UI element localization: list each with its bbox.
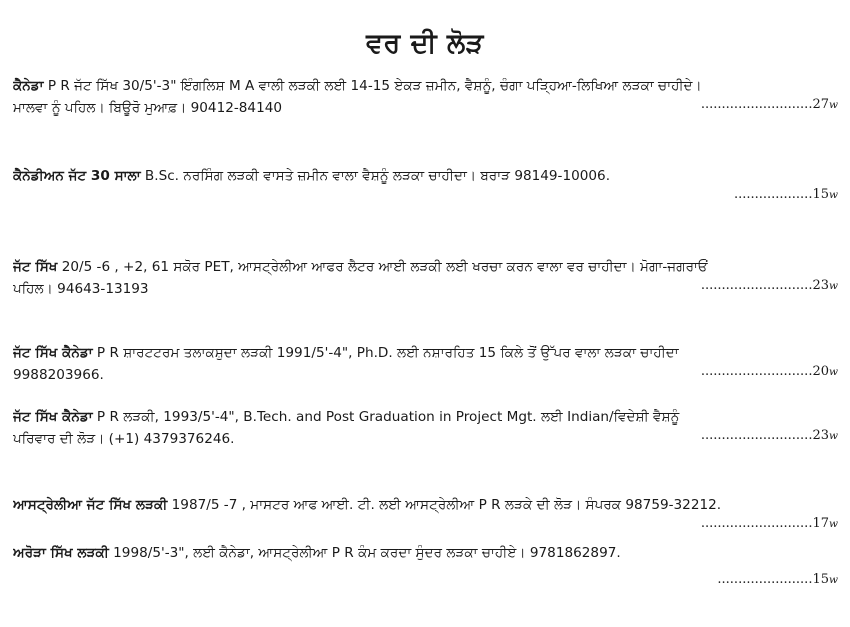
ad-lead: ਕੈਨੇਡੀਅਨ ਜੱਟ 30 ਸਾਲਾ: [13, 168, 141, 184]
classified-ad: [13, 165, 838, 203]
ad-line-2: 9988203966.: [13, 367, 104, 383]
page-title: ਵਰ ਦੀ ਲੋੜ: [366, 28, 484, 59]
ad-text: P R ਲੜਕੀ, 1993/5'-4", B.Tech. and Post Graduation in Project Mgt. ਲਈ Indian/ਵਿਦੇਸ਼ੀ ਵੈਸ਼ਨੂੰ: [92, 409, 680, 425]
ad-line-1: [13, 256, 838, 278]
classified-ad: [13, 406, 838, 466]
classified-ad: [13, 494, 838, 532]
ad-code: 15: [812, 572, 829, 587]
ad-text: 1998/5'-3", ਲਈ ਕੈਨੇਡਾ, ਆਸਟ੍ਰੇਲੀਆ P R ਕੰਮ ਕਰਦਾ ਸੁੰਦਰ ਲੜਕਾ ਚਾਹੀਏ। 9781862897.: [108, 545, 621, 561]
ad-code: 15: [812, 187, 829, 202]
classified-ad: [13, 75, 838, 135]
ad-code-suffix: w: [829, 518, 838, 530]
ad-line-1: [13, 342, 838, 364]
ad-dots: ...........................: [700, 516, 813, 531]
ad-line-1: [13, 542, 838, 564]
ad-line-2: ਪਰਿਵਾਰ ਦੀ ਲੋੜ। (+1) 4379376246.: [13, 431, 235, 447]
ad-dots: ...........................: [700, 97, 813, 112]
classified-ad: [13, 256, 838, 316]
ad-lead: ਅਰੋੜਾ ਸਿੱਖ ਲੜਕੀ: [13, 545, 109, 561]
ad-dots: ...................: [733, 187, 813, 202]
ad-dots: ...........................: [700, 278, 813, 293]
ad-dots: .......................: [717, 572, 813, 587]
ad-code: 20: [812, 364, 829, 379]
ad-dots: ...........................: [700, 364, 813, 379]
ad-code-row: [13, 187, 838, 203]
ad-lead: ਕੈਨੇਡਾ: [13, 78, 44, 94]
ad-text: P R ਜੱਟ ਸਿੱਖ 30/5'-3" ਇੰਗਲਿਸ਼ M A ਵਾਲੀ ਲੜਕੀ ਲਈ 14-15 ਏਕੜ ਜ਼ਮੀਨ, ਵੈਸ਼ਨੂੰ, ਚੰਗਾ ਪੜ੍ਹਿਆ-ਲਿਖਿਆ ਲੜਕਾ ਚਾਹੀਦੇ।: [43, 78, 702, 94]
ad-line-2: ਪਹਿਲ। 94643-13193: [13, 281, 149, 297]
ad-lead: ਜੱਟ ਸਿੱਖ: [13, 259, 58, 275]
ad-line-2: ਮਾਲਵਾ ਨੂੰ ਪਹਿਲ। ਬਿਊਰੋ ਮੁਆਫ਼। 90412-84140: [13, 100, 283, 116]
ad-line-1: [13, 494, 838, 516]
ad-line-1: [13, 75, 838, 97]
ad-code: 27: [812, 97, 829, 112]
ad-code-suffix: w: [829, 280, 838, 292]
ad-lead: ਜੱਟ ਸਿੱਖ ਕੈਨੇਡਾ: [13, 409, 93, 425]
classified-ad: [13, 542, 838, 588]
ad-text: 20/5 -6 , +2, 61 ਸਕੋਰ PET, ਆਸਟ੍ਰੇਲੀਆ ਆਫਰ ਲੈਟਰ ਆਈ ਲੜਕੀ ਲਈ ਖਰਚਾ ਕਰਨ ਵਾਲਾ ਵਰ ਚਾਹੀਦਾ। ਮੋਗਾ-ਜਗਰਾਓਂ: [57, 259, 708, 275]
ad-line-1: [13, 165, 838, 187]
ad-code-suffix: w: [829, 430, 838, 442]
ad-text: 1987/5 -7 , ਮਾਸਟਰ ਆਫ ਆਈ. ਟੀ. ਲਈ ਆਸਟ੍ਰੇਲੀਆ P R ਲੜਕੇ ਦੀ ਲੋੜ। ਸੰਪਰਕ 98759-32212.: [167, 497, 722, 513]
ad-dots: ...........................: [700, 428, 813, 443]
ad-lead: ਆਸਟ੍ਰੇਲੀਆ ਜੱਟ ਸਿੱਖ ਲੜਕੀ: [13, 497, 168, 513]
ad-line-1: [13, 406, 838, 428]
ad-code-suffix: w: [829, 574, 838, 586]
ad-code: 23: [812, 278, 829, 293]
ad-code-suffix: w: [829, 189, 838, 201]
ad-code-suffix: w: [829, 366, 838, 378]
ad-lead: ਜੱਟ ਸਿੱਖ ਕੈਨੇਡਾ: [13, 345, 93, 361]
ad-text: P R ਸ਼ਾਰਟਟਰਮ ਤਲਾਕਸ਼ੁਦਾ ਲੜਕੀ 1991/5'-4", Ph.D. ਲਈ ਨਸ਼ਾਰਹਿਤ 15 ਕਿਲੇ ਤੋਂ ਉੱਪਰ ਵਾਲਾ ਲੜਕਾ ਚਾਹੀਦਾ: [92, 345, 679, 361]
ad-code-row: [13, 572, 838, 588]
classified-ad: [13, 342, 838, 402]
ad-text: B.Sc. ਨਰਸਿੰਗ ਲੜਕੀ ਵਾਸਤੇ ਜ਼ਮੀਨ ਵਾਲਾ ਵੈਸ਼ਨੂੰ ਲੜਕਾ ਚਾਹੀਦਾ। ਬਰਾੜ 98149-10006.: [140, 168, 611, 184]
ad-code-row: [13, 516, 838, 532]
ad-code: 17: [812, 516, 829, 531]
ad-code: 23: [812, 428, 829, 443]
ad-code-suffix: w: [829, 99, 838, 111]
